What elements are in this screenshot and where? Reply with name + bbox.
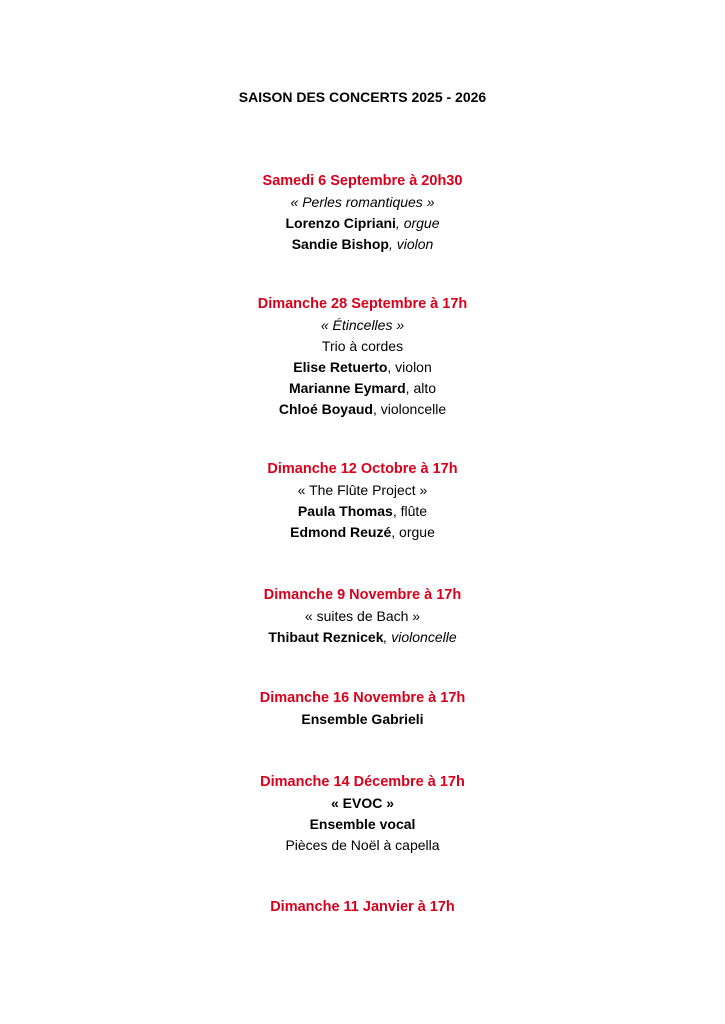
artist-name: Thibaut Reznicek bbox=[268, 629, 384, 645]
artist-line bbox=[0, 357, 725, 378]
artist-name: Lorenzo Cipriani bbox=[285, 215, 396, 231]
artist-name: Edmond Reuzé bbox=[290, 524, 392, 540]
artist-role: , alto bbox=[405, 380, 437, 396]
concert-date: Dimanche 12 Octobre à 17h bbox=[267, 461, 458, 477]
concert-5 bbox=[0, 688, 725, 730]
artist-line bbox=[0, 399, 725, 420]
artist-line bbox=[0, 378, 725, 399]
artist-role: , violon bbox=[387, 359, 432, 375]
artist-role: , violoncelle bbox=[372, 401, 447, 417]
season-title: SAISON DES CONCERTS 2025 - 2026 bbox=[238, 89, 487, 105]
artist-line bbox=[0, 501, 725, 522]
artist-role: , flûte bbox=[392, 503, 428, 519]
concert-subtitle: « EVOC » bbox=[330, 795, 395, 811]
artist-name: Sandie Bishop bbox=[291, 236, 389, 252]
concert-date: Dimanche 9 Novembre à 17h bbox=[263, 587, 462, 603]
concert-subtitle: « suites de Bach » bbox=[304, 608, 421, 624]
artist-name: Elise Retuerto bbox=[293, 359, 388, 375]
concert-subtitle: « Perles romantiques » bbox=[290, 194, 435, 210]
concert-7 bbox=[0, 897, 725, 918]
artist-role: , orgue bbox=[395, 215, 440, 231]
artist-line bbox=[0, 522, 725, 543]
concert-description: Pièces de Noël à capella bbox=[285, 837, 440, 853]
artist-role: , violoncelle bbox=[383, 629, 457, 645]
artist-line bbox=[0, 234, 725, 255]
artist-name: Paula Thomas bbox=[297, 503, 393, 519]
concert-date: Dimanche 16 Novembre à 17h bbox=[259, 690, 466, 706]
concert-ensemble: Ensemble vocal bbox=[309, 816, 416, 832]
concert-subtitle: « The Flûte Project » bbox=[297, 482, 428, 498]
concert-date: Dimanche 14 Décembre à 17h bbox=[260, 774, 465, 790]
concert-date: Dimanche 11 Janvier à 17h bbox=[270, 899, 455, 915]
artist-line bbox=[0, 627, 725, 648]
concert-date: Samedi 6 Septembre à 20h30 bbox=[262, 173, 463, 189]
concert-description: Trio à cordes bbox=[321, 338, 404, 354]
concert-date: Dimanche 28 Septembre à 17h bbox=[257, 296, 468, 312]
artist-name: Chloé Boyaud bbox=[278, 401, 373, 417]
concert-2 bbox=[0, 294, 725, 420]
concert-subtitle: « Étincelles » bbox=[320, 317, 405, 333]
concert-1 bbox=[0, 171, 725, 255]
artist-role: , violon bbox=[388, 236, 434, 252]
concert-6 bbox=[0, 772, 725, 856]
artist-name: Marianne Eymard bbox=[288, 380, 406, 396]
concert-4 bbox=[0, 585, 725, 648]
artist-role: , orgue bbox=[391, 524, 435, 540]
artist-line bbox=[0, 213, 725, 234]
concert-ensemble: Ensemble Gabrieli bbox=[301, 711, 424, 727]
concert-3 bbox=[0, 459, 725, 543]
